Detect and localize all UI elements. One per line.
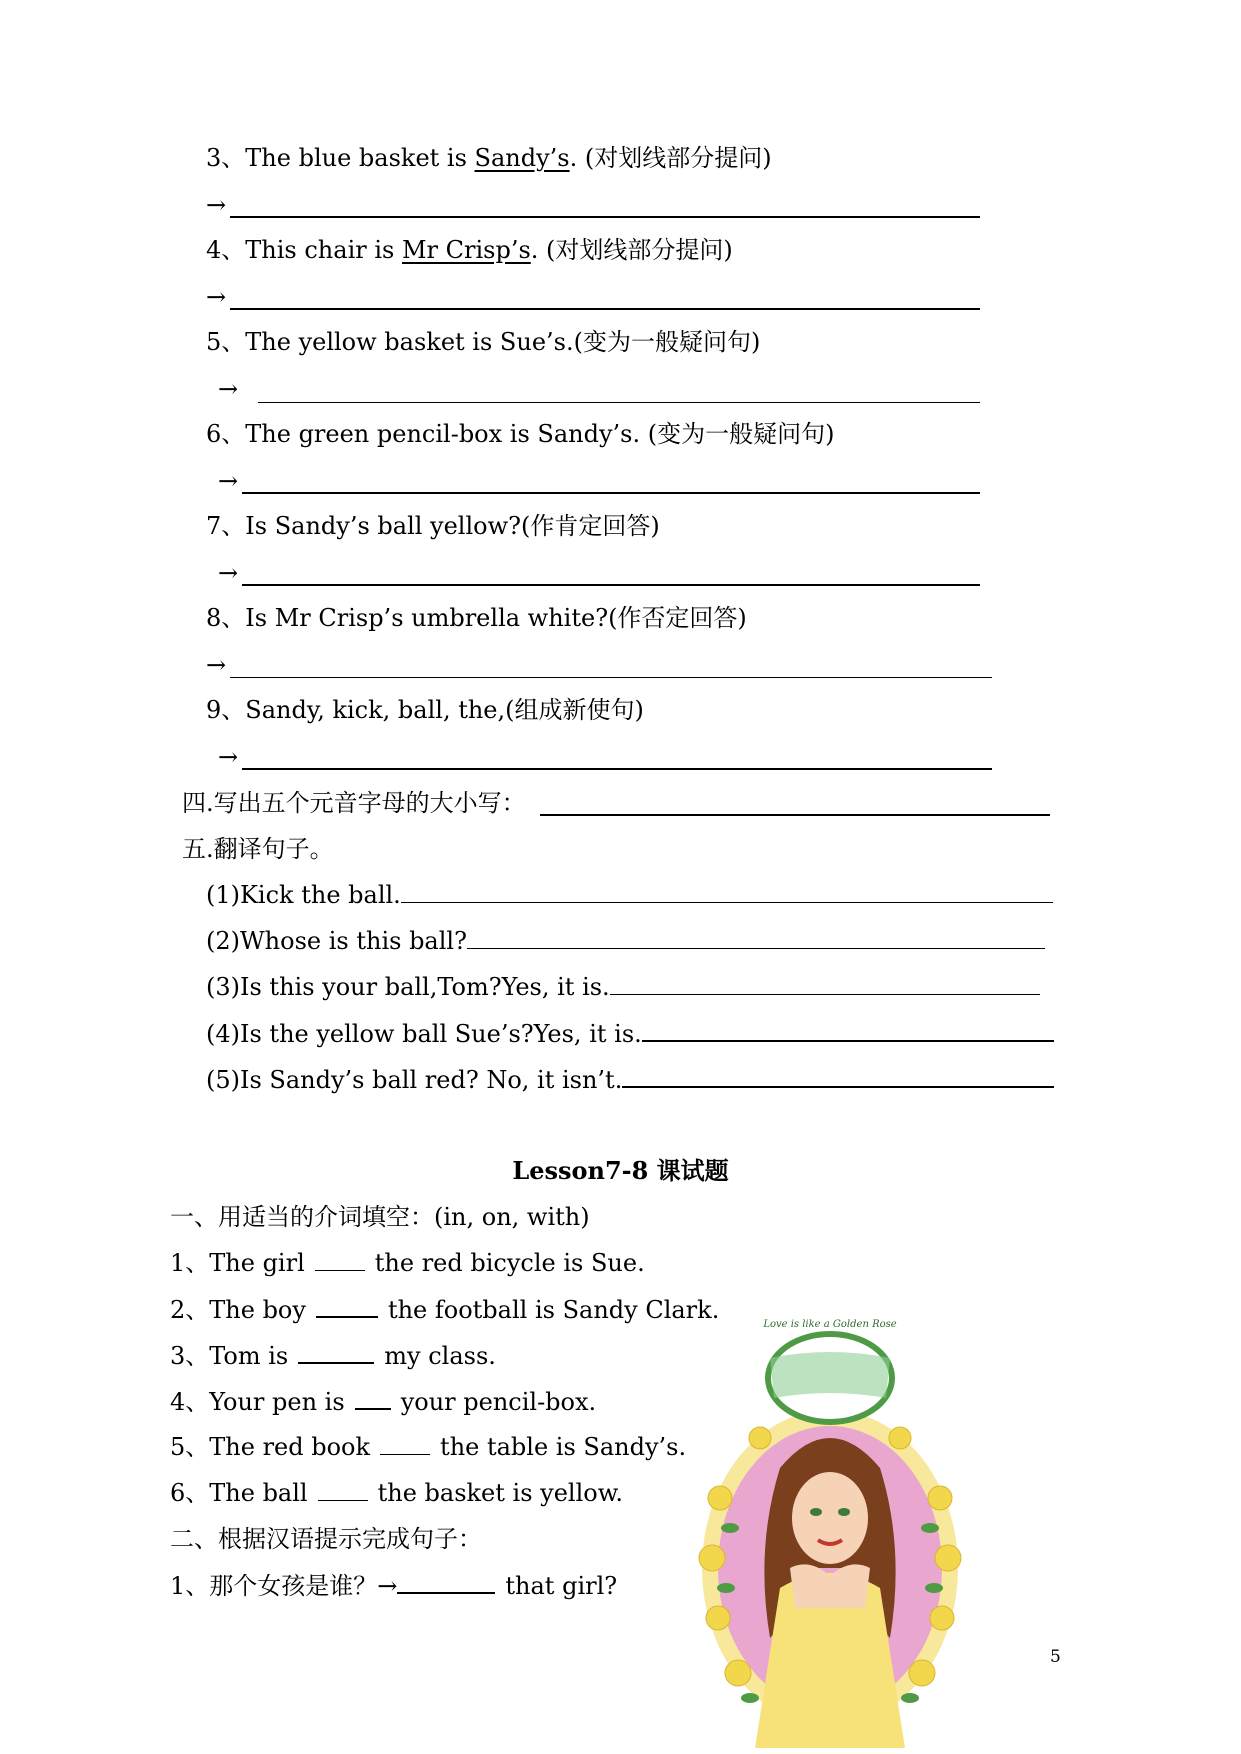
fill-blank[interactable] xyxy=(315,1248,365,1271)
question-4: 4、This chair is Mr Crisp’s. (对划线部分提问) xyxy=(206,236,733,264)
fill-blank[interactable] xyxy=(318,1478,368,1501)
part4-label: 四.写出五个元音字母的大小写： xyxy=(182,789,526,817)
arrow-icon: → xyxy=(218,375,239,403)
translate-item: (2)Whose is this ball? xyxy=(206,926,1045,956)
underlined-part: Mr Crisp’s xyxy=(401,236,531,264)
question-6: 6、The green pencil-box is Sandy’s. (变为一般疑问句) xyxy=(206,420,835,448)
answer-line-3[interactable] xyxy=(206,190,230,220)
banner-text: Love is like a Golden Rose xyxy=(763,1319,897,1330)
underlined-part: Sandy’s xyxy=(474,144,570,172)
question-5: 5、The yellow basket is Sue’s.(变为一般疑问句) xyxy=(206,328,761,356)
section1-label: 一、用适当的介词填空：(in, on, with) xyxy=(170,1203,590,1231)
part5-label: 五.翻译句子。 xyxy=(182,835,334,863)
fill-item: 4、Your pen is your pencil-box. xyxy=(170,1388,597,1416)
answer-line-4[interactable] xyxy=(206,282,230,312)
fill-blank[interactable] xyxy=(298,1340,374,1364)
arrow-icon: → xyxy=(218,559,239,587)
fill-blank[interactable] xyxy=(316,1294,378,1318)
arrow-icon: → xyxy=(218,467,239,495)
arrow-icon: → xyxy=(206,191,227,219)
answer-line-6[interactable] xyxy=(218,466,242,496)
banner xyxy=(768,1334,892,1422)
fill-blank[interactable] xyxy=(355,1386,391,1410)
fill-blank[interactable] xyxy=(380,1432,430,1455)
fill-item: 2、The boy the football is Sandy Clark. xyxy=(170,1296,720,1324)
translate-item: (4)Is the yellow ball Sue’s?Yes, it is. xyxy=(206,1018,1054,1049)
answer-line-9[interactable] xyxy=(218,742,242,772)
lesson-title: Lesson7-8 课试题 xyxy=(512,1156,729,1185)
answer-blank[interactable] xyxy=(401,880,1053,903)
answer-blank[interactable] xyxy=(467,926,1045,949)
sentence-item: 1、那个女孩是谁？→ that girl? xyxy=(170,1572,618,1600)
answer-blank[interactable] xyxy=(642,1018,1054,1042)
page-number: 5 xyxy=(1050,1647,1061,1667)
fill-item: 3、Tom is my class. xyxy=(170,1342,496,1370)
answer-blank[interactable] xyxy=(622,1064,1054,1088)
question-9: 9、Sandy, kick, ball, the,(组成新使句) xyxy=(206,696,644,724)
answer-line-7[interactable] xyxy=(218,558,242,588)
princess-picture xyxy=(690,1318,970,1748)
arrow-icon: → xyxy=(218,743,239,771)
question-8: 8、Is Mr Crisp’s umbrella white?(作否定回答) xyxy=(206,604,747,632)
question-7: 7、Is Sandy’s ball yellow?(作肯定回答) xyxy=(206,512,660,540)
translate-item: (3)Is this your ball,Tom?Yes, it is. xyxy=(206,972,1040,1002)
fill-item: 5、The red book the table is Sandy’s. xyxy=(170,1433,687,1461)
arrow-icon: → xyxy=(206,651,227,679)
fill-item: 6、The ball the basket is yellow. xyxy=(170,1479,624,1507)
translate-item: (1)Kick the ball. xyxy=(206,880,1053,910)
fill-item: 1、The girl the red bicycle is Sue. xyxy=(170,1249,645,1277)
question-number: 3、 xyxy=(206,144,246,172)
answer-blank[interactable] xyxy=(610,972,1040,995)
fill-blank[interactable] xyxy=(397,1570,495,1594)
question-number: 4、 xyxy=(206,236,246,264)
arrow-icon: → xyxy=(206,283,227,311)
section2-label: 二、根据汉语提示完成句子： xyxy=(170,1525,482,1553)
answer-line-8[interactable] xyxy=(206,650,230,680)
answer-line-5[interactable] xyxy=(218,374,242,404)
question-3: 3、The blue basket is Sandy’s. (对划线部分提问) xyxy=(206,144,772,172)
translate-item: (5)Is Sandy’s ball red? No, it isn’t. xyxy=(206,1064,1054,1095)
